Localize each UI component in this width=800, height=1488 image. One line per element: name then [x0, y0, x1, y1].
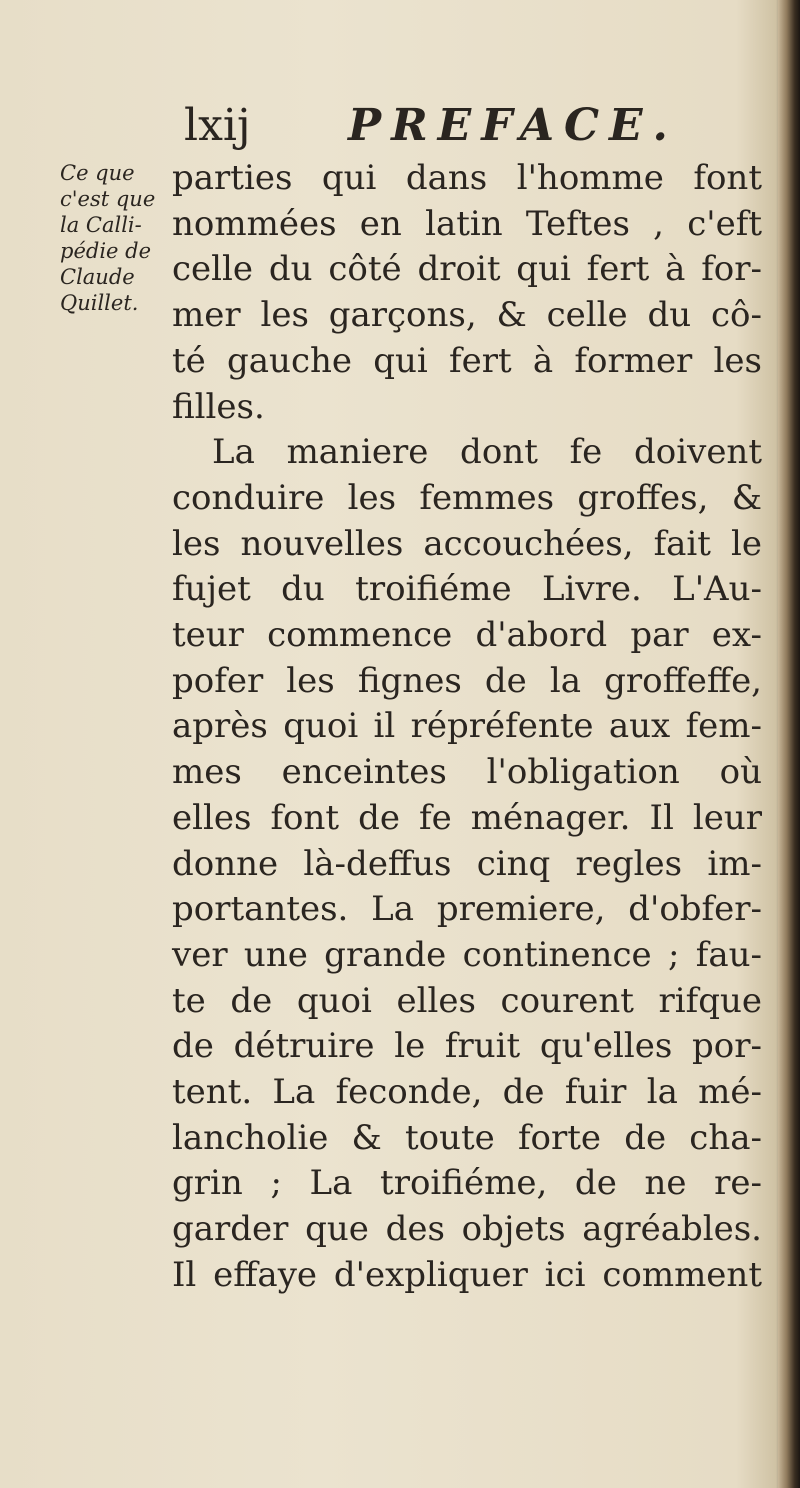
- text-line: de détruire le fruit qu'elles por-: [172, 1026, 762, 1067]
- text-line: conduire les femmes groffes, &: [172, 477, 762, 518]
- text-line: elles font de fe ménager. Il leur: [172, 797, 762, 838]
- margin-note-line: Claude: [60, 265, 135, 289]
- text-line: ver une grande continence ; fau-: [172, 934, 762, 975]
- margin-note-line: pédie de: [60, 239, 152, 263]
- text-line: té gauche qui fert à former les: [172, 340, 762, 381]
- page-number: lxij: [184, 100, 251, 151]
- text-line: teur commence d'abord par ex-: [172, 615, 762, 656]
- text-line: filles.: [172, 386, 265, 427]
- text-line: tent. La feconde, de fuir la mé-: [172, 1072, 762, 1113]
- text-line: les nouvelles accouchées, fait le: [172, 523, 762, 564]
- page-edge: [778, 0, 800, 1488]
- text-line: mes enceintes l'obligation où: [172, 752, 762, 793]
- text-line: mer les garçons, & celle du cô-: [172, 295, 762, 336]
- text-line: lancholie & toute forte de cha-: [172, 1117, 762, 1158]
- text-line: portantes. La premiere, d'obfer-: [172, 889, 762, 930]
- margin-note: [60, 160, 170, 316]
- running-title: PREFACE.: [348, 100, 678, 151]
- text-line: parties qui dans l'homme font: [172, 158, 762, 198]
- text-line: après quoi il répréfente aux fem-: [172, 706, 762, 747]
- text-line: La maniere dont fe doivent: [212, 432, 762, 473]
- margin-note-line: Quillet.: [60, 291, 139, 315]
- margin-note-line: c'est que: [60, 187, 156, 211]
- text-line: fujet du troifiéme Livre. L'Au-: [172, 569, 762, 610]
- text-line: grin ; La troifiéme, de ne re-: [172, 1163, 762, 1204]
- text-line: donne là-deffus cinq regles im-: [172, 843, 762, 884]
- text-line: garder que des objets agréables.: [172, 1209, 762, 1250]
- margin-note-line: Ce que: [60, 161, 135, 185]
- text-line: te de quoi elles courent rifque: [172, 980, 762, 1021]
- body-text: [172, 156, 762, 1299]
- margin-note-line: la Calli-: [60, 213, 142, 237]
- text-line: Il effaye d'expliquer ici comment: [172, 1254, 762, 1295]
- text-line: pofer les fignes de la groffeffe,: [172, 660, 762, 701]
- text-line: nommées en latin Teftes , c'eft: [172, 203, 762, 244]
- text-line: celle du côté droit qui fert à for-: [172, 249, 762, 290]
- page-header: [184, 96, 678, 156]
